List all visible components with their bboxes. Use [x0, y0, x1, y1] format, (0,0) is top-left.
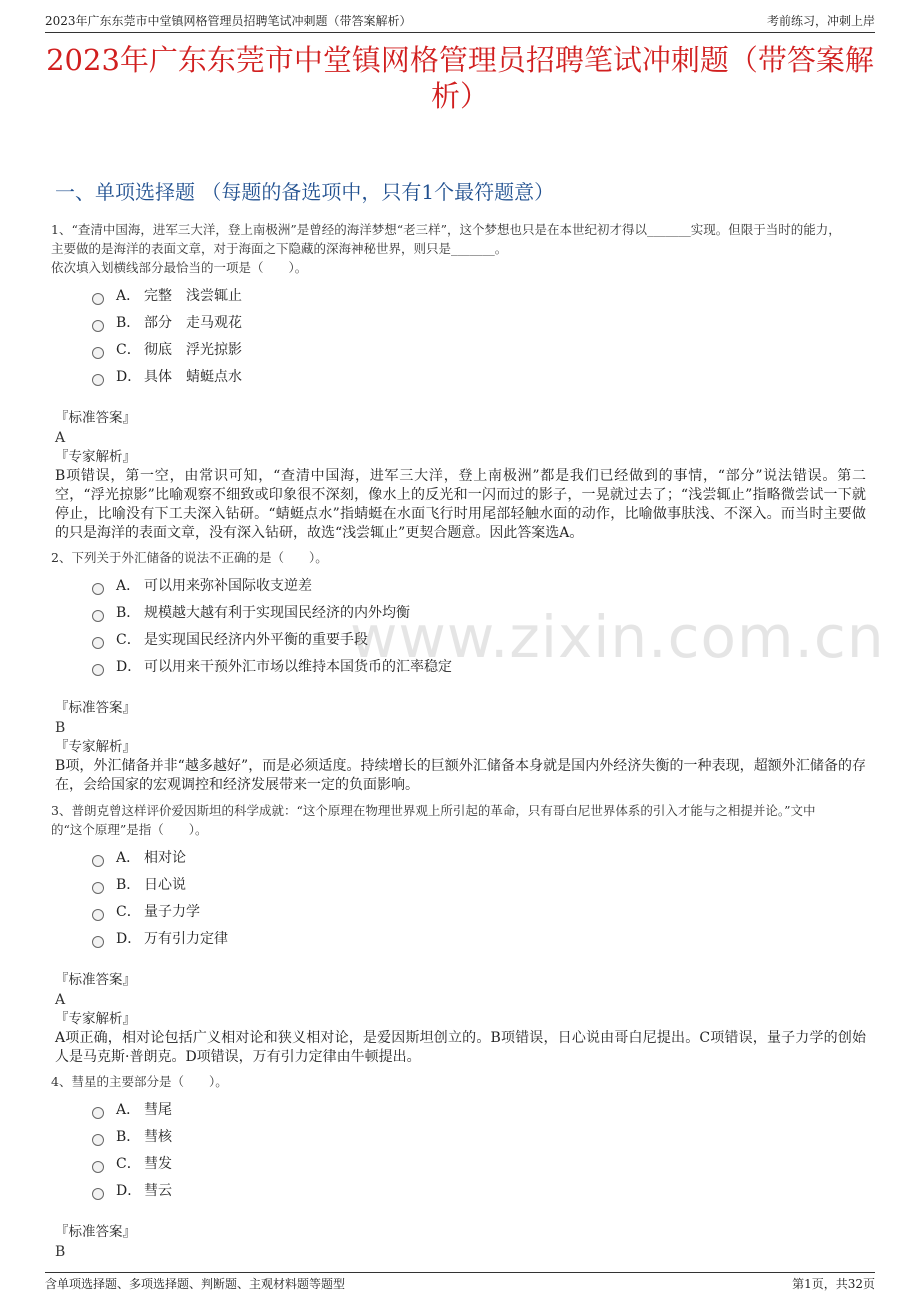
- option-letter: D．: [116, 1183, 142, 1199]
- radio-icon[interactable]: [92, 936, 104, 948]
- radio-icon[interactable]: [92, 637, 104, 649]
- question-text-line: 主要做的是海洋的表面文章，对于海面之下隐藏的深海神秘世界，则只是_______。: [51, 241, 508, 256]
- standard-answer-label: 『标准答案』: [55, 410, 136, 426]
- page-number: 第1页，共32页: [792, 1277, 875, 1291]
- page-footer: [45, 1272, 875, 1292]
- option-a[interactable]: [92, 1097, 866, 1124]
- options-list: [92, 845, 866, 953]
- option-text: 规模越大越有利于实现国民经济的内外均衡: [144, 605, 410, 621]
- expert-analysis-label: 『专家解析』: [55, 739, 136, 755]
- option-a[interactable]: [92, 283, 866, 310]
- option-text: 具体 蜻蜓点水: [144, 369, 242, 385]
- option-a[interactable]: [92, 845, 866, 872]
- options-list: [92, 573, 866, 681]
- expert-analysis-label: 『专家解析』: [55, 449, 136, 465]
- radio-icon[interactable]: [92, 347, 104, 359]
- option-text: 部分 走马观花: [144, 315, 242, 331]
- question-3: [51, 801, 866, 1067]
- option-text: 日心说: [144, 877, 186, 893]
- option-letter: A．: [116, 1102, 141, 1118]
- option-text: 彗尾: [144, 1102, 172, 1118]
- option-letter: C．: [116, 342, 141, 358]
- option-letter: B．: [116, 605, 141, 621]
- question-4: [51, 1072, 866, 1262]
- standard-answer: B: [55, 1244, 66, 1260]
- option-text: 是实现国民经济内外平衡的重要手段: [144, 632, 368, 648]
- option-text: 完整 浅尝辄止: [144, 288, 242, 304]
- options-list: [92, 283, 866, 391]
- option-letter: B．: [116, 315, 141, 331]
- standard-answer-label: 『标准答案』: [55, 972, 136, 988]
- option-b[interactable]: [92, 872, 866, 899]
- radio-icon[interactable]: [92, 664, 104, 676]
- expert-analysis: B项，外汇储备并非“越多越好”，而是必须适度。持续增长的巨额外汇储备本身就是国内外经济失衡的一种表现，超额外汇储备的存在，会给国家的宏观调控和经济发展带来一定的负面影响。: [55, 758, 866, 793]
- option-letter: D．: [116, 369, 142, 385]
- option-c[interactable]: [92, 1151, 866, 1178]
- radio-icon[interactable]: [92, 320, 104, 332]
- expert-analysis: B项错误，第一空，由常识可知，“查清中国海，进军三大洋，登上南极洲”都是我们已经做到的事情，“部分”说法错误。第二空，“浮光掠影”比喻观察不细致或印象很不深刻，像水上的反光和一闪而过的影子，一晃就过去了；“浅尝辄止”指略微尝试一下就停止，比喻没有下工夫深入钻研。“蜻蜓点水”指蜻蜓在水面飞行时用尾部轻触水面的动作，比喻做事肤浅、不深入。而当时主要做的只是海洋的表面文章，没有深入钻研，故选“浅尝辄止”更契合题意。因此答案选A。: [55, 468, 866, 541]
- radio-icon[interactable]: [92, 583, 104, 595]
- radio-icon[interactable]: [92, 293, 104, 305]
- option-b[interactable]: [92, 600, 866, 627]
- header-slogan: 考前练习，冲刺上岸: [766, 14, 875, 28]
- radio-icon[interactable]: [92, 1134, 104, 1146]
- footer-question-types: 含单项选择题、多项选择题、判断题、主观材料题等题型: [45, 1277, 346, 1291]
- question-text-line: 3、普朗克曾这样评价爱因斯坦的科学成就：“这个原理在物理世界观上所引起的革命，只有哥白尼世界体系的引入才能与之相提并论。”文中: [51, 803, 816, 818]
- option-text: 彗云: [144, 1183, 172, 1199]
- option-letter: D．: [116, 659, 142, 675]
- option-letter: D．: [116, 931, 142, 947]
- option-text: 量子力学: [144, 904, 200, 920]
- option-text: 相对论: [144, 850, 186, 866]
- radio-icon[interactable]: [92, 1107, 104, 1119]
- question-text-line: 1、“查清中国海，进军三大洋，登上南极洲”是曾经的海洋梦想“老三样”，这个梦想也只是在本世纪初才得以_______实现。但限于当时的能力，: [51, 222, 841, 237]
- option-letter: C．: [116, 904, 141, 920]
- option-c[interactable]: [92, 899, 866, 926]
- question-1: [51, 220, 866, 543]
- option-c[interactable]: [92, 337, 866, 364]
- option-d[interactable]: [92, 654, 866, 681]
- question-text-line: 依次填入划横线部分最恰当的一项是（ ）。: [51, 260, 308, 275]
- standard-answer-label: 『标准答案』: [55, 700, 136, 716]
- radio-icon[interactable]: [92, 882, 104, 894]
- expert-analysis: A项正确，相对论包括广义相对论和狭义相对论，是爱因斯坦创立的。B项错误，日心说由哥白尼提出。C项错误，量子力学的创始人是马克斯·普朗克。D项错误，万有引力定律由牛顿提出。: [55, 1030, 866, 1065]
- question-2: [51, 548, 866, 795]
- standard-answer: A: [55, 992, 66, 1008]
- question-text-line: 2、下列关于外汇储备的说法不正确的是（ ）。: [51, 550, 328, 565]
- question-text-line: 4、彗星的主要部分是（ ）。: [51, 1074, 228, 1089]
- option-letter: C．: [116, 1156, 141, 1172]
- standard-answer: B: [55, 720, 66, 736]
- option-text: 彗核: [144, 1129, 172, 1145]
- option-c[interactable]: [92, 627, 866, 654]
- option-a[interactable]: [92, 573, 866, 600]
- option-letter: A．: [116, 850, 141, 866]
- option-d[interactable]: [92, 1178, 866, 1205]
- standard-answer-label: 『标准答案』: [55, 1224, 136, 1240]
- option-letter: A．: [116, 288, 141, 304]
- radio-icon[interactable]: [92, 610, 104, 622]
- standard-answer: A: [55, 430, 66, 446]
- option-letter: C．: [116, 632, 141, 648]
- expert-analysis-label: 『专家解析』: [55, 1011, 136, 1027]
- question-text-line: 的“这个原理”是指（ ）。: [51, 822, 208, 837]
- option-text: 可以用来弥补国际收支逆差: [144, 578, 312, 594]
- option-b[interactable]: [92, 1124, 866, 1151]
- radio-icon[interactable]: [92, 855, 104, 867]
- option-letter: B．: [116, 877, 141, 893]
- options-list: [92, 1097, 866, 1205]
- radio-icon[interactable]: [92, 374, 104, 386]
- option-text: 彻底 浮光掠影: [144, 342, 242, 358]
- option-letter: B．: [116, 1129, 141, 1145]
- header-doc-title: 2023年广东东莞市中堂镇网格管理员招聘笔试冲刺题（带答案解析）: [45, 14, 412, 28]
- radio-icon[interactable]: [92, 1188, 104, 1200]
- option-d[interactable]: [92, 926, 866, 953]
- option-text: 可以用来干预外汇市场以维持本国货币的汇率稳定: [144, 659, 452, 675]
- watermark: www.zixin.com.cn: [350, 603, 885, 671]
- section-title: 一、单项选择题 （每题的备选项中，只有1个最符题意）: [55, 180, 555, 204]
- option-d[interactable]: [92, 364, 866, 391]
- option-b[interactable]: [92, 310, 866, 337]
- document-title: 2023年广东东莞市中堂镇网格管理员招聘笔试冲刺题（带答案解析）: [46, 43, 874, 113]
- option-letter: A．: [116, 578, 141, 594]
- option-text: 彗发: [144, 1156, 172, 1172]
- page-header: [45, 12, 875, 33]
- radio-icon[interactable]: [92, 1161, 104, 1173]
- option-text: 万有引力定律: [144, 931, 228, 947]
- radio-icon[interactable]: [92, 909, 104, 921]
